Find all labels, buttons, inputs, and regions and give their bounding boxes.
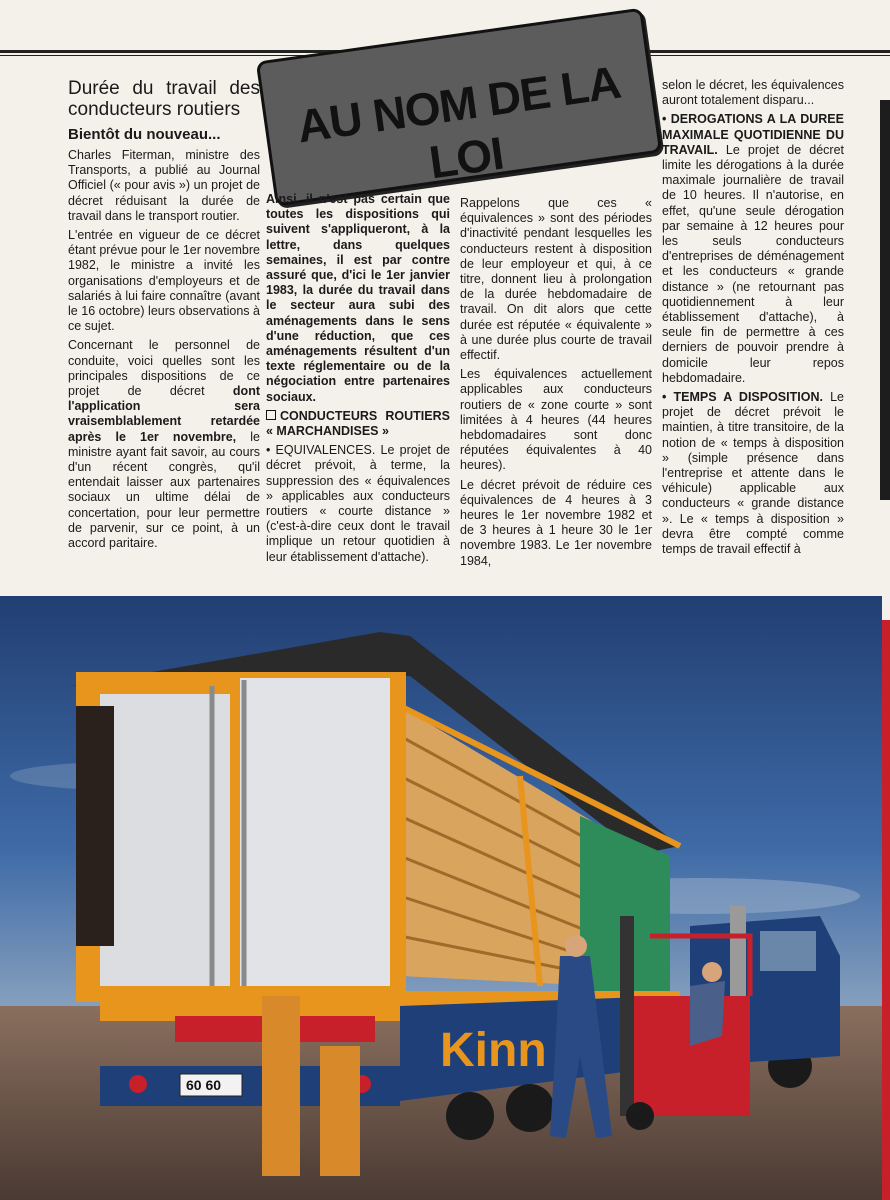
plate-text: 60 60 bbox=[186, 1077, 222, 1093]
truck-illustration-svg bbox=[0, 596, 882, 1200]
text-run: le ministre ayant fait savoir, au cours d'un récent congrès, qu'il entendait laisser aux partenaires sociaux un ultime délai de concertation, pour leur permettre de parvenir, sur ce point, à un accord paritaire. bbox=[68, 429, 260, 551]
paragraph: selon le décret, les équivalences auront totalement disparu... bbox=[662, 78, 844, 108]
rear-door-right bbox=[240, 678, 390, 986]
section-heading bbox=[266, 409, 450, 439]
text-run: Le projet de décret prévoit le maintien, à titre transitoire, de la notion de « temps à disposition » (simple présence dans l'entreprise et attente dans le véhicule) applicable aux conducteurs « grande distance ». Le « temps à disposition » devra être compté comme temps de travail effectif à bbox=[662, 390, 844, 557]
headline-banner bbox=[256, 8, 663, 207]
bold-text-run: dont l'application sera vraisemblablement retardée après le 1er novembre, bbox=[68, 384, 260, 444]
paragraph: Rappelons que ces « équivalences » sont des périodes d'inactivité pendant lesquelles les conducteurs restent à disposition de leur employeur et qui, à ce titre, donnent lieu à prolongation de la durée hebdomadaire de travail. On dit alors que cette durée est réputée « équivalente » à une durée plus courte de travail effectif. bbox=[460, 196, 652, 363]
column-3 bbox=[460, 196, 652, 573]
paragraph bbox=[68, 338, 260, 551]
section-heading-text: CONDUCTEURS ROUTIERS « MARCHANDISES » bbox=[266, 408, 450, 439]
wheel bbox=[506, 1084, 554, 1132]
article-title: Durée du travail des conducteurs routiers bbox=[68, 78, 260, 120]
paragraph-bold: Ainsi, il n'est pas certain que toutes les dispositions qui suivent s'appliqueront, à la lettre, dans quelques semaines, il est par contre assuré que, d'ici le 1er janvier 1983, la durée du travail dans le secteur aura subi des aménagements dans le sens d'une réduction, que ces aménagements résultent d'un texte réglementaire ou de la négociation entre partenaires sociaux. bbox=[266, 192, 450, 404]
worker-seated bbox=[690, 981, 725, 1046]
bold-text-run: • TEMPS A DISPOSITION. bbox=[662, 390, 823, 405]
checkbox-square-icon bbox=[266, 410, 276, 420]
forklift-mast bbox=[620, 916, 634, 1116]
paragraph: • EQUIVALENCES. Le projet de décret prévoit, à terme, la suppression des « équivalences » applicables aux conducteurs routiers « courte distance » (c'est-à-dire ceux dont le travail implique un retour quotidien à leur établissement d'attache). bbox=[266, 443, 450, 564]
paragraph: Le décret prévoit de réduire ces équivalences de 4 heures à 3 heures le 1er novembre 1982 et de 3 heures à 1 heure 30 le 1er novembre 1983. Le 1er novembre 1984, bbox=[460, 477, 652, 568]
forklift-wheel bbox=[626, 1102, 654, 1130]
cab-window bbox=[760, 931, 816, 971]
column-2 bbox=[266, 192, 450, 569]
text-run: Concernant le personnel de conduite, voici quelles sont les principales dispositions de ce projet de décret bbox=[68, 338, 260, 399]
article-subtitle: Bientôt du nouveau... bbox=[68, 126, 221, 143]
worker-head bbox=[565, 935, 587, 957]
paragraph: Charles Fiterman, ministre des Transports, a publié au Journal Officiel (« pour avis ») un projet de décret réduisant la durée de travail dans le transport routier. bbox=[68, 148, 260, 223]
page-edge-dark bbox=[880, 100, 890, 500]
truck-illustration bbox=[0, 596, 882, 1200]
worker-head bbox=[702, 962, 722, 982]
paragraph bbox=[662, 112, 844, 386]
page-edge-red bbox=[882, 620, 890, 1200]
text-run: Le projet de décret limite les dérogations à la durée maximale journalière de travail de 10 heures. Il n'autorise, en effet, qu'une seule dérogation par semaine à 12 heures pour les seuls conducteurs d'entreprises de déménagement et les conducteurs « grande distance » (ne retournant pas quotidiennement à leur établissement d'attache), à seule fin de permettre à ces derniers de pouvoir prendre à domicile leur repos hebdomadaire. bbox=[662, 142, 844, 385]
tail-light bbox=[129, 1075, 147, 1093]
door-curtain bbox=[76, 706, 114, 946]
paragraph: L'entrée en vigueur de ce décret étant prévue pour le 1er novembre 1982, le ministre a invité les organisations d'employeurs et de salariés à lui faire connaître (avant le 16 octobre) leurs observations à ce sujet. bbox=[68, 228, 260, 334]
column-1 bbox=[68, 78, 260, 555]
bold-text-run: • DEROGATIONS A LA DUREE MAXIMALE QUOTIDIENNE DU TRAVAIL. bbox=[662, 112, 844, 157]
paragraph: Les équivalences actuellement applicables aux conducteurs routiers de « zone courte » sont limitées à 4 heures (44 heures hebdomadaires sont donc réputées équivalentes à 40 heures). bbox=[460, 367, 652, 473]
column-4 bbox=[662, 78, 844, 561]
wheel bbox=[446, 1092, 494, 1140]
truck-brand: Kinn bbox=[440, 1024, 547, 1077]
banner-text: AU NOM DE LA LOI bbox=[293, 55, 624, 189]
paragraph bbox=[662, 390, 844, 557]
